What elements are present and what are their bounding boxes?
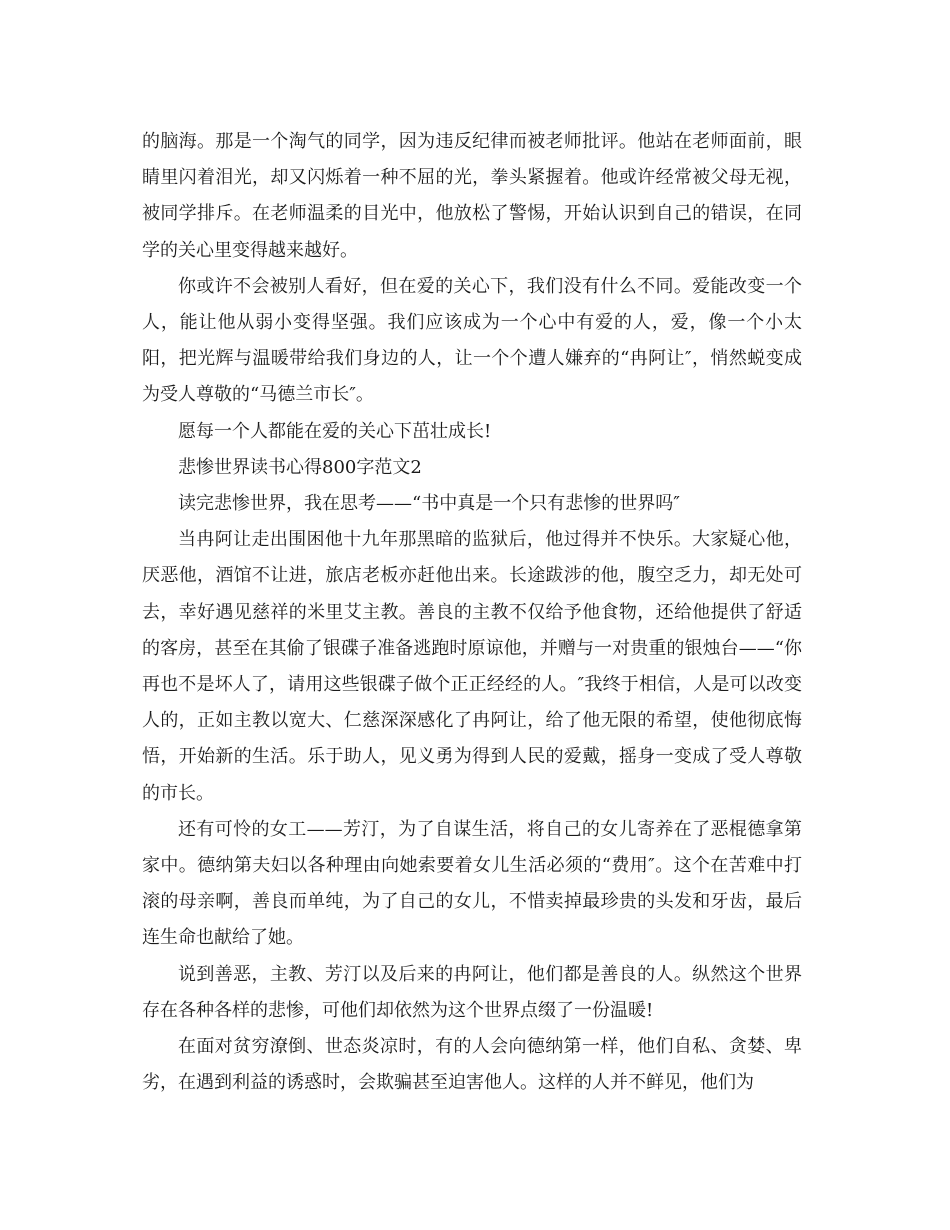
paragraph-7: 还有可怜的女工——芳汀，为了自谋生活，将自己的女儿寄养在了恶棍德拿第家中。德纳第夫妇以各种理由向她索要着女儿生活必须的“费用″。这个在苦难中打滚的母亲啊，善良而单纯，为了自己的女儿，不惜卖掉最珍贵的头发和牙齿，最后连生命也献给了她。 bbox=[142, 818, 802, 949]
paragraph-8: 说到善恶，主教、芳汀以及后来的冉阿让，他们都是善良的人。纵然这个世界存在各种各样的悲惨，可他们却依然为这个世界点缀了一份温暖! bbox=[142, 963, 802, 1021]
paragraph-2: 你或许不会被别人看好，但在爱的关心下，我们没有什么不同。爱能改变一个人，能让他从弱小变得坚强。我们应该成为一个心中有爱的人，爱，像一个小太阳，把光辉与温暖带给我们身边的人，让一个个遭人嫌弃的“冉阿让″，悄然蜕变成为受人尊敬的“马德兰市长″。 bbox=[142, 275, 802, 406]
section-heading: 悲惨世界读书心得800字范文2 bbox=[178, 456, 422, 478]
paragraph-3: 愿每一个人都能在爱的关心下茁壮成长! bbox=[178, 420, 492, 442]
paragraph-9: 在面对贫穷潦倒、世态炎凉时，有的人会向德纳第一样，他们自私、贪婪、卑劣，在遇到利益的诱惑时，会欺骗甚至迫害他人。这样的人并不鲜见，他们为 bbox=[142, 1036, 802, 1094]
paragraph-1: 的脑海。那是一个淘气的同学，因为违反纪律而被老师批评。他站在老师面前，眼睛里闪着泪光，却又闪烁着一种不屈的光，拳头紧握着。他或许经常被父母无视，被同学排斥。在老师温柔的目光中，他放松了警惕，开始认识到自己的错误，在同学的关心里变得越来越好。 bbox=[142, 131, 802, 261]
document-body bbox=[142, 124, 802, 1101]
paragraph-5: 读完悲惨世界，我在思考——“书中真是一个只有悲惨的世界吗″ bbox=[178, 493, 680, 515]
paragraph-6: 当冉阿让走出围困他十九年那黑暗的监狱后，他过得并不快乐。大家疑心他，厌恶他，酒馆不让进，旅店老板亦赶他出来。长途跋涉的他，腹空乏力，却无处可去，幸好遇见慈祥的米里艾主教。善良的主教不仅给予他食物，还给他提供了舒适的客房，甚至在其偷了银碟子准备逃跑时原谅他，并赠与一对贵重的银烛台——“你再也不是坏人了，请用这些银碟子做个正正经经的人。″我终于相信，人是可以改变人的，正如主教以宽大、仁慈深深感化了冉阿让，给了他无限的希望，使他彻底悔悟，开始新的生活。乐于助人，见义勇为得到人民的爱戴，摇身一变成了受人尊敬的市长。 bbox=[142, 529, 802, 804]
